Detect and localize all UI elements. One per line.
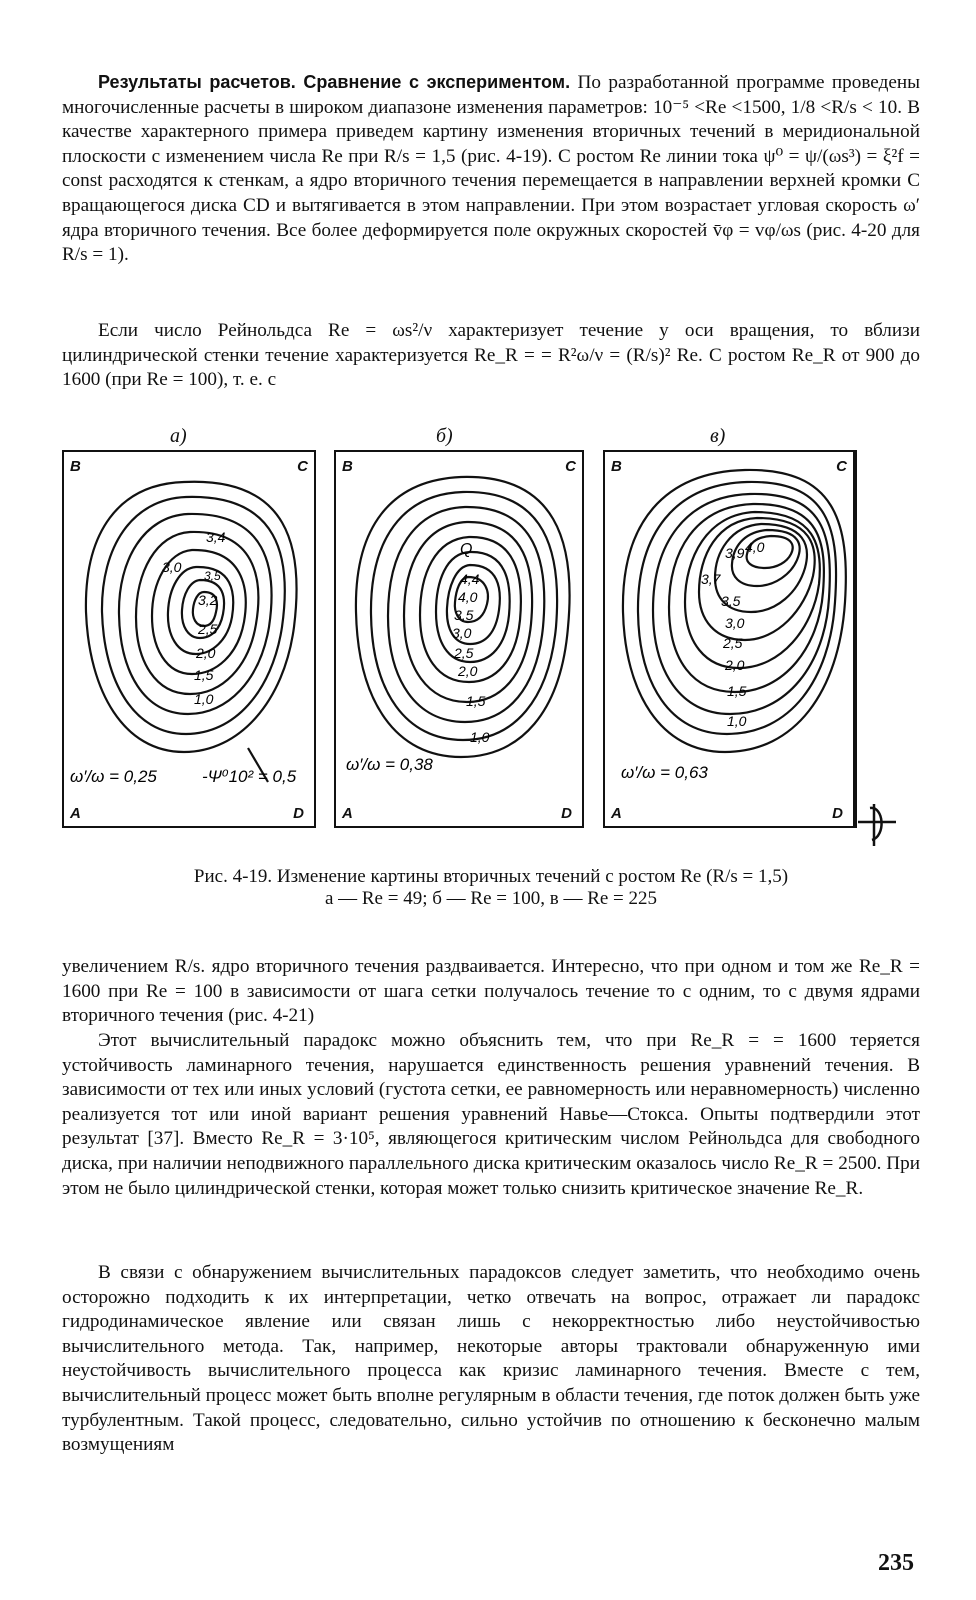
streamline-plot-b [336,452,582,826]
page-number: 235 [878,1550,914,1576]
contour-label: 1,5 [194,667,214,683]
contour-label: 2,5 [198,621,218,637]
contour-label: 4,0 [745,539,765,555]
panel-label-b: б) [436,425,453,447]
contour-label: 2,0 [196,645,216,661]
contour-label: 4,4 [460,571,480,587]
contour-label: 3,5 [721,593,741,609]
figure-panel-v [603,450,857,828]
streamline-plot-v [605,452,853,826]
contour-label: 3,9 [725,545,745,561]
panel-label-a: а) [170,425,187,447]
paragraph-paradox: Этот вычислительный парадокс можно объяснить тем, что при Re_R = = 1600 теряется устойчивость ламинарного течения, нарушается единственность решения уравнений течения. В зависимости от тех или иных условий (густота сетки, ее равномерность или неравномерность) численно реализуется тот или иной вариант решения уравнений Навье—Стокса. Опыты подтвердили этот результат [37]. Вместо Re_R = 3·10⁵, являющегося критическим числом Рейнольдса для свободного диска, при наличии неподвижного параллельного диска критическим оказалось число Re_R = 2500. При этом не было цилиндрической стенки, которая может только снизить критическое значение Re_R. [62,1030,920,1199]
contour-label: 3,0 [162,559,182,575]
paragraph-interpretation: В связи с обнаружением вычислительных парадоксов следует заметить, что необходимо очень осторожно подходить к их интерпретации, четко отвечать на вопрос, отражает ли парадокс гидродинамическое явление или связан лишь с некорректностью либо неустойчивостью вычислительного метода. Так, например, некоторые авторы трактовали обнаруженную ими неустойчивость вычислительного процесса как кризис ламинарного течения. Вместе с тем, вычислительный процесс может быть вполне регулярным в области течения, где поток должен быть уже турбулентным. Такой процесс, следовательно, сильно устойчив по отношению к бесконечно малым возмущениям [62,1262,920,1456]
contour-label: 2,0 [725,657,745,673]
corner-label-b: B [342,458,353,475]
omega-ratio-a: ω′/ω = 0,25 [70,767,157,786]
contour-label: Q [460,541,473,558]
omega-ratio-v: ω′/ω = 0,63 [621,763,708,782]
psi-annotation: -Ψ⁰10² = 0,5 [202,767,297,786]
corner-label-a: A [342,805,353,822]
contour-label: 3,5 [204,569,221,583]
paragraph-core-splitting: увеличением R/s. ядро вторичного течения раздваивается. Интересно, что при одном и том же Re_R = 1600 при Re = 100 в зависимости от шага сетки получалось течение то с одним, то с двумя ядрами вторичного течения (рис. 4-21) [62,956,920,1027]
corner-label-d: D [293,805,304,822]
contour-label: 2,5 [454,645,474,661]
rotation-axis-icon [858,800,898,850]
corner-label-a: A [70,805,81,822]
corner-label-b: B [70,458,81,475]
contour-label: 1,0 [727,713,747,729]
contour-label: 2,0 [458,663,478,679]
contour-label: 3,5 [454,607,474,623]
corner-label-a: A [611,805,622,822]
paragraph-results [62,70,920,268]
corner-label-c: C [565,458,576,475]
contour-label: 1,0 [470,729,490,745]
contour-label: 3,2 [198,592,218,608]
contour-label: 4,0 [458,589,478,605]
contour-label: 3,0 [725,615,745,631]
section-heading: Результаты расчетов. Сравнение с экспериментом. [98,72,571,92]
corner-label-d: D [561,805,572,822]
contour-label: 1,5 [727,683,747,699]
paragraph-results-body: По разработанной программе проведены многочисленные расчеты в широком диапазоне изменения параметров: 10⁻⁵ <Re <1500, 1/8 <R/s < 10. В качестве характерного примера приведем картину изменения вторичных течений в меридиональной плоскости с изменением числа Re при R/s = 1,5 (рис. 4-19). С ростом Re линии тока ψ⁰ = ψ/(ωs³) = ξ²f = const расходятся к стенкам, а ядро вторичного течения перемещается в направлении верхней кромки C вращающегося диска CD и вытягивается в этом направлении. При этом возрастает угловая скорость ω′ ядра вторичного течения. Все более деформируется поле окружных скоростей v̄φ = vφ/ωs (рис. 4-20 для R/s = 1). [62,72,921,266]
figure-caption: Рис. 4-19. Изменение картины вторичных течений с ростом Re (R/s = 1,5) [193,866,789,887]
figure-panel-a [62,450,316,828]
figure-panel-b [334,450,584,828]
corner-label-c: C [836,458,847,475]
contour-label: 1,0 [194,691,214,707]
paragraph-reynolds: Если число Рейнольдса Re = ωs²/ν характеризует течение у оси вращения, то вблизи цилиндрической стенки течение характеризуется Re_R = = R²ω/ν = (R/s)² Re. С ростом Re_R от 900 до 1600 (при Re = 100), т. е. с [62,320,920,391]
corner-label-c: C [297,458,308,475]
streamline-plot-a [64,452,314,826]
panel-label-v: в) [710,425,726,447]
corner-label-b: B [611,458,622,475]
contour-label: 3,4 [206,529,226,545]
contour-label: 3,7 [701,571,721,587]
figure-caption-legend: а — Re = 49; б — Re = 100, в — Re = 225 [324,888,658,909]
omega-ratio-b: ω′/ω = 0,38 [346,755,433,774]
corner-label-d: D [832,805,843,822]
contour-label: 1,5 [466,693,486,709]
contour-label: 2,5 [723,635,743,651]
contour-label: 3,0 [452,625,472,641]
